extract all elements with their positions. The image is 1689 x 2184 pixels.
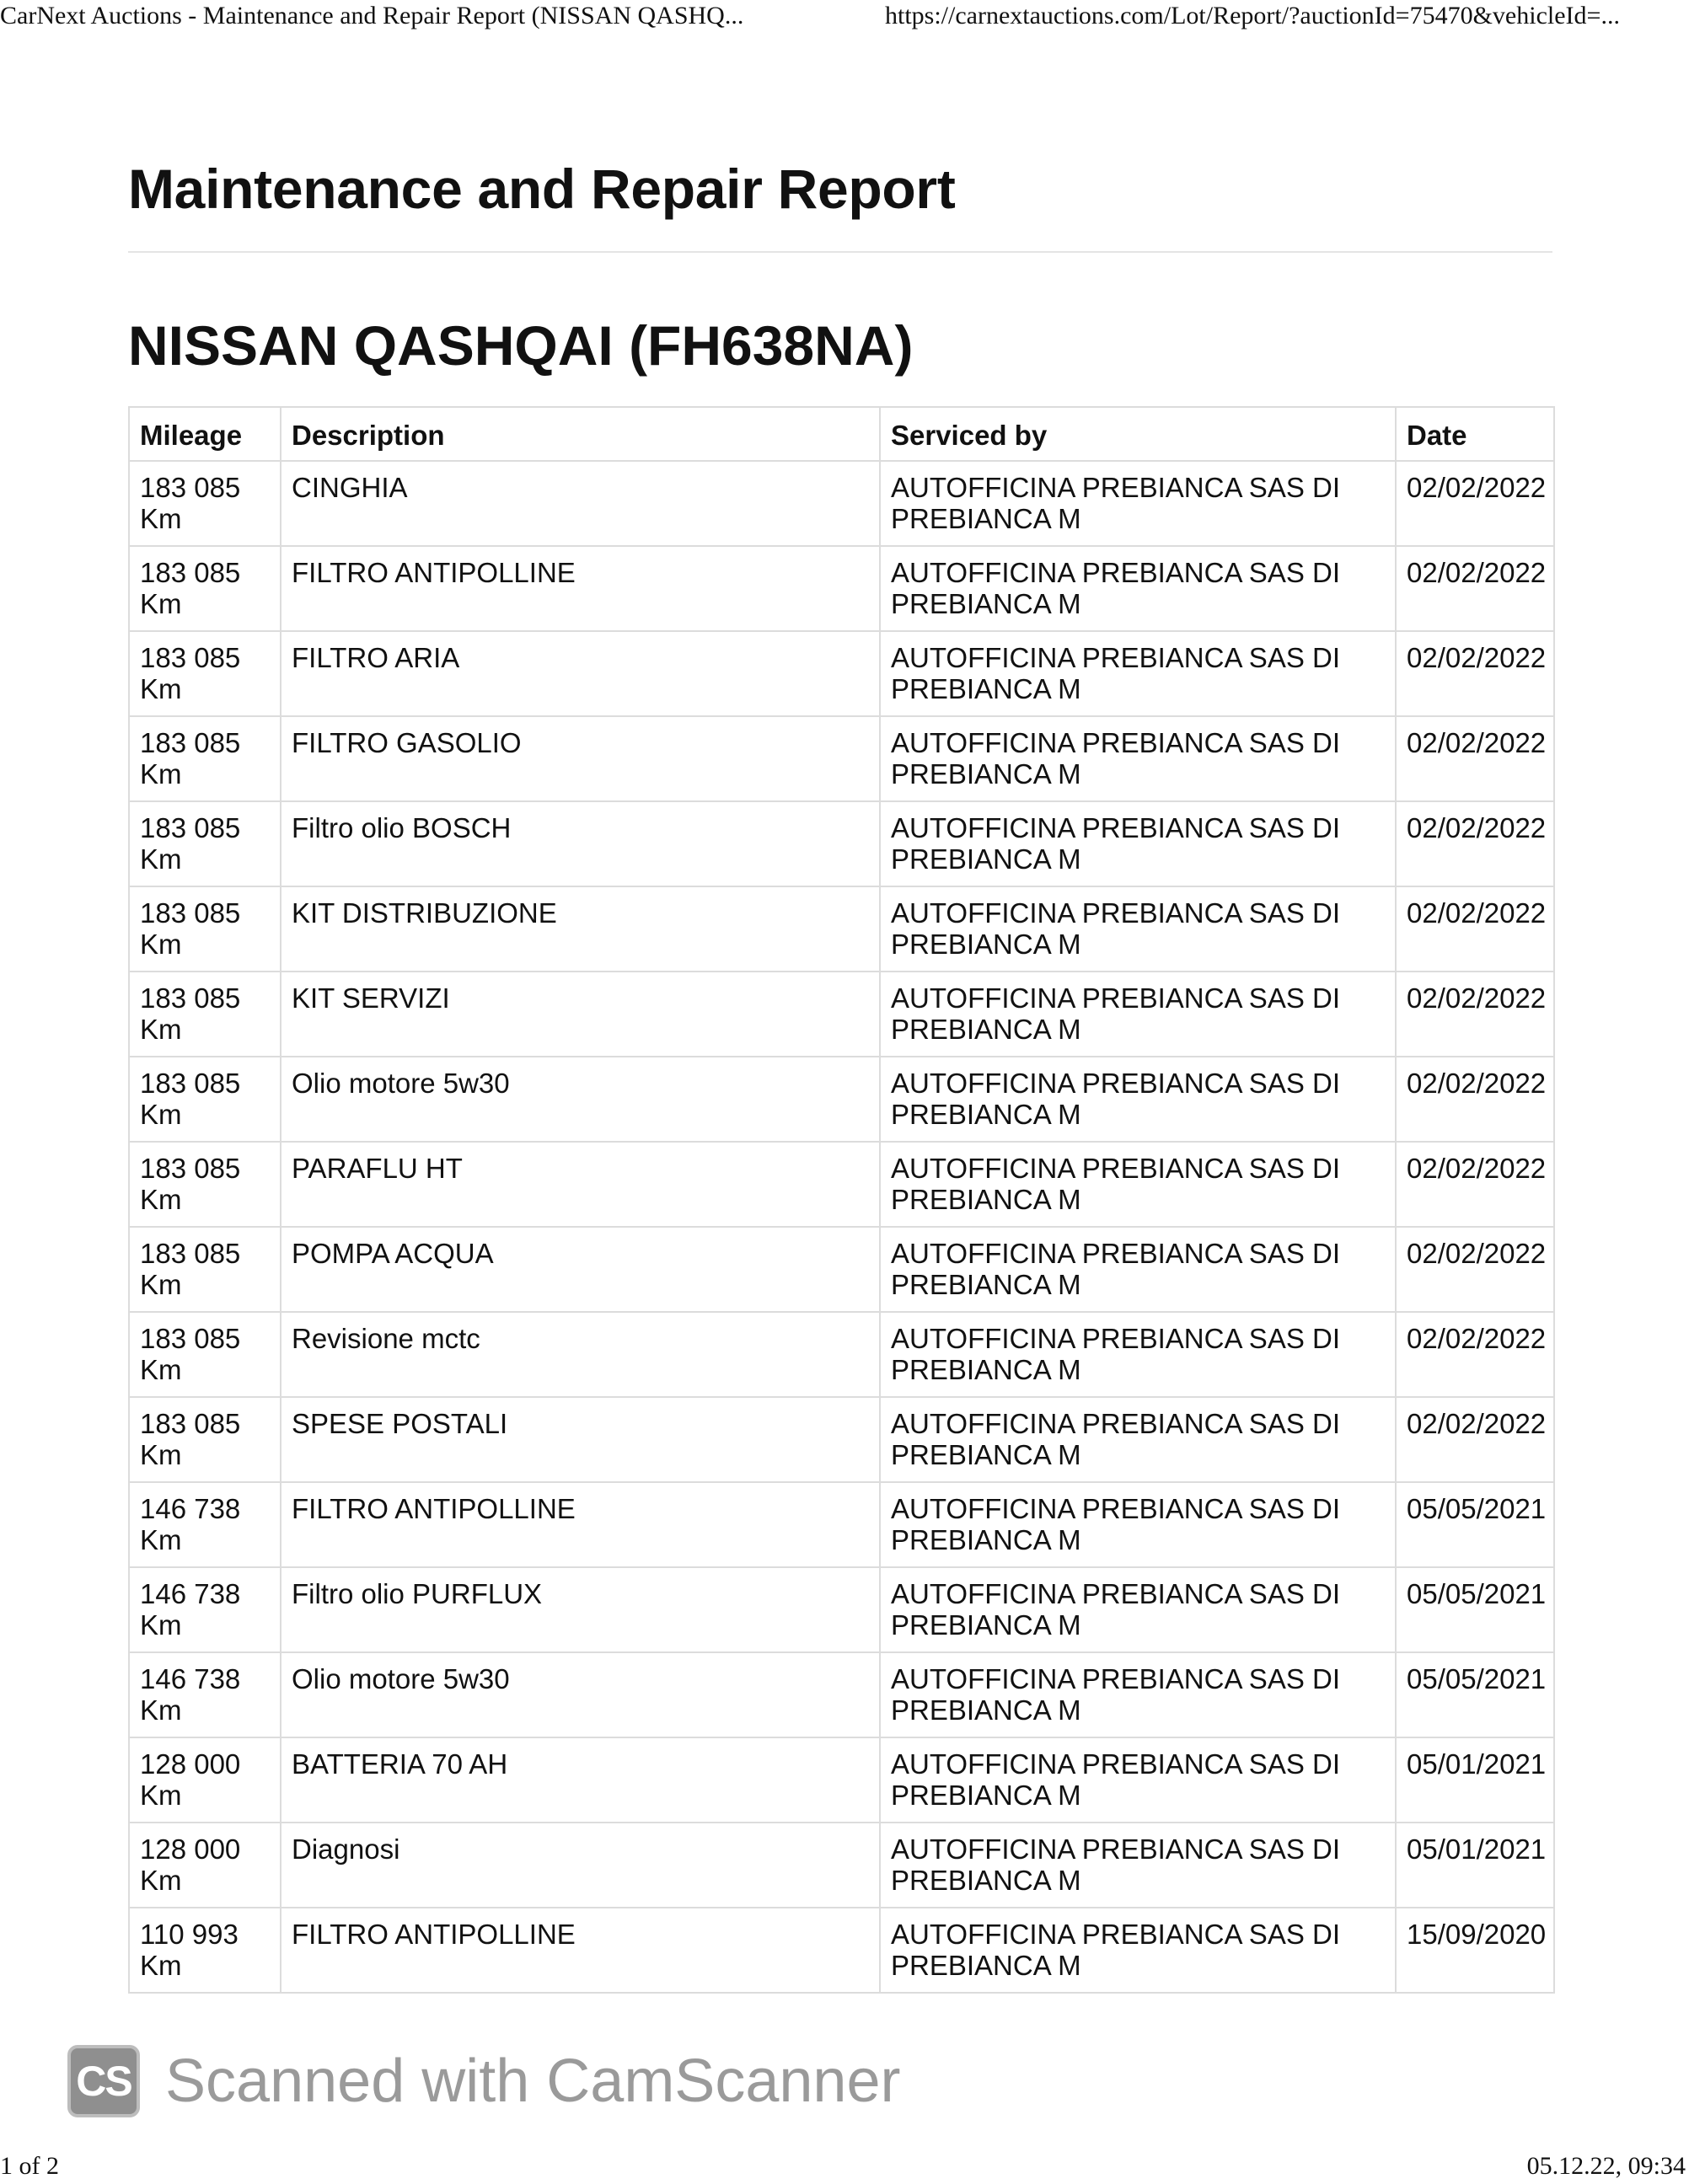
date-cell	[1396, 1652, 1554, 1737]
serviced-by-cell	[880, 801, 1396, 886]
table-row	[129, 1737, 1554, 1823]
camscanner-logo-icon: CS	[67, 2045, 140, 2117]
table-header-row	[129, 407, 1554, 461]
description-cell	[281, 1567, 880, 1652]
mileage-cell	[129, 1227, 281, 1312]
date-text: 02/02/2022	[1407, 1408, 1547, 1439]
date-text: 02/02/2022	[1407, 557, 1547, 588]
mileage-text: Km	[140, 1524, 182, 1555]
mileage-cell	[129, 1057, 281, 1142]
date-text: 02/02/2022	[1407, 1323, 1547, 1354]
date-text: 02/02/2022	[1407, 472, 1547, 503]
date-text: 02/02/2022	[1407, 812, 1547, 843]
mileage-text: 183 085	[140, 1323, 241, 1354]
date-cell	[1396, 716, 1554, 801]
mileage-cell	[129, 1908, 281, 1993]
date-text: 02/02/2022	[1407, 1153, 1547, 1184]
mileage-text: Km	[140, 1354, 182, 1385]
serviced-by-text: AUTOFFICINA PREBIANCA SAS DI	[891, 1578, 1341, 1609]
mileage-cell	[129, 546, 281, 631]
mileage-text: 183 085	[140, 727, 241, 758]
serviced-by-text: AUTOFFICINA PREBIANCA SAS DI	[891, 1068, 1341, 1099]
description-text: PARAFLU HT	[292, 1153, 463, 1184]
date-cell	[1396, 886, 1554, 972]
description-cell	[281, 461, 880, 546]
mileage-text: 128 000	[140, 1748, 241, 1780]
serviced-by-cell	[880, 1482, 1396, 1567]
table-row	[129, 801, 1554, 886]
mileage-text: 183 085	[140, 557, 241, 588]
report-title: Maintenance and Repair Report	[128, 158, 956, 220]
table-row	[129, 886, 1554, 972]
serviced-by-text: AUTOFFICINA PREBIANCA SAS DI	[891, 1663, 1341, 1694]
serviced-by-text: PREBIANCA M	[891, 1099, 1081, 1130]
serviced-by-cell	[880, 1823, 1396, 1908]
mileage-text: Km	[140, 1694, 182, 1726]
mileage-text: Km	[140, 1780, 182, 1811]
table-row	[129, 1397, 1554, 1482]
mileage-text: Km	[140, 1950, 182, 1981]
column-header-description: Description	[281, 407, 880, 461]
serviced-by-text: PREBIANCA M	[891, 1609, 1081, 1641]
mileage-text: Km	[140, 758, 182, 790]
date-cell	[1396, 972, 1554, 1057]
serviced-by-text: PREBIANCA M	[891, 1354, 1081, 1385]
serviced-by-cell	[880, 1567, 1396, 1652]
serviced-by-cell	[880, 1312, 1396, 1397]
mileage-text: 146 738	[140, 1663, 241, 1694]
serviced-by-cell	[880, 886, 1396, 972]
serviced-by-cell	[880, 461, 1396, 546]
serviced-by-cell	[880, 631, 1396, 716]
print-header-title: CarNext Auctions - Maintenance and Repair Report (NISSAN QASHQ...	[0, 2, 744, 29]
description-cell	[281, 1908, 880, 1993]
serviced-by-cell	[880, 1652, 1396, 1737]
mileage-cell	[129, 1737, 281, 1823]
mileage-cell	[129, 1567, 281, 1652]
description-text: Revisione mctc	[292, 1323, 480, 1354]
title-divider	[128, 251, 1552, 253]
date-text: 05/05/2021	[1407, 1493, 1547, 1524]
description-cell	[281, 1142, 880, 1227]
serviced-by-text: AUTOFFICINA PREBIANCA SAS DI	[891, 1748, 1341, 1780]
description-text: FILTRO ANTIPOLLINE	[292, 1493, 576, 1524]
table-row	[129, 631, 1554, 716]
table-row	[129, 1057, 1554, 1142]
table-row	[129, 972, 1554, 1057]
mileage-cell	[129, 461, 281, 546]
date-text: 05/05/2021	[1407, 1663, 1547, 1694]
date-cell	[1396, 1908, 1554, 1993]
table-row	[129, 461, 1554, 546]
mileage-text: 110 993	[140, 1919, 239, 1950]
description-text: FILTRO GASOLIO	[292, 727, 522, 758]
description-text: FILTRO ARIA	[292, 642, 460, 673]
mileage-cell	[129, 631, 281, 716]
date-text: 02/02/2022	[1407, 727, 1547, 758]
date-cell	[1396, 1227, 1554, 1312]
table-row	[129, 716, 1554, 801]
description-text: KIT SERVIZI	[292, 982, 450, 1014]
table-row	[129, 1482, 1554, 1567]
serviced-by-text: PREBIANCA M	[891, 843, 1081, 875]
serviced-by-text: PREBIANCA M	[891, 673, 1081, 704]
print-header	[0, 0, 1689, 40]
serviced-by-text: AUTOFFICINA PREBIANCA SAS DI	[891, 642, 1341, 673]
serviced-by-text: AUTOFFICINA PREBIANCA SAS DI	[891, 1238, 1341, 1269]
serviced-by-text: AUTOFFICINA PREBIANCA SAS DI	[891, 472, 1341, 503]
serviced-by-text: AUTOFFICINA PREBIANCA SAS DI	[891, 812, 1341, 843]
serviced-by-text: PREBIANCA M	[891, 1694, 1081, 1726]
mileage-text: Km	[140, 588, 182, 619]
date-cell	[1396, 1567, 1554, 1652]
description-text: FILTRO ANTIPOLLINE	[292, 557, 576, 588]
date-cell	[1396, 1142, 1554, 1227]
serviced-by-cell	[880, 1142, 1396, 1227]
serviced-by-text: AUTOFFICINA PREBIANCA SAS DI	[891, 727, 1341, 758]
description-cell	[281, 801, 880, 886]
vehicle-title: NISSAN QASHQAI (FH638NA)	[128, 314, 914, 377]
print-header-url: https://carnextauctions.com/Lot/Report/?auctionId=75470&vehicleId=...	[885, 2, 1620, 29]
date-text: 05/05/2021	[1407, 1578, 1547, 1609]
serviced-by-text: PREBIANCA M	[891, 503, 1081, 534]
description-cell	[281, 1057, 880, 1142]
serviced-by-text: AUTOFFICINA PREBIANCA SAS DI	[891, 1323, 1341, 1354]
column-header-mileage: Mileage	[129, 407, 281, 461]
description-cell	[281, 716, 880, 801]
mileage-text: Km	[140, 1099, 182, 1130]
serviced-by-text: PREBIANCA M	[891, 1184, 1081, 1215]
serviced-by-text: AUTOFFICINA PREBIANCA SAS DI	[891, 897, 1341, 929]
table-row	[129, 1823, 1554, 1908]
camscanner-watermark	[67, 2039, 900, 2123]
mileage-text: 128 000	[140, 1833, 241, 1865]
mileage-cell	[129, 1142, 281, 1227]
description-cell	[281, 1227, 880, 1312]
mileage-text: 183 085	[140, 1238, 241, 1269]
serviced-by-text: AUTOFFICINA PREBIANCA SAS DI	[891, 1919, 1341, 1950]
serviced-by-text: PREBIANCA M	[891, 588, 1081, 619]
mileage-text: 146 738	[140, 1578, 241, 1609]
description-cell	[281, 972, 880, 1057]
serviced-by-text: AUTOFFICINA PREBIANCA SAS DI	[891, 1833, 1341, 1865]
serviced-by-text: AUTOFFICINA PREBIANCA SAS DI	[891, 1153, 1341, 1184]
column-header-serviced-by: Serviced by	[880, 407, 1396, 461]
description-text: Filtro olio PURFLUX	[292, 1578, 543, 1609]
date-text: 02/02/2022	[1407, 1068, 1547, 1099]
mileage-cell	[129, 801, 281, 886]
mileage-text: Km	[140, 1865, 182, 1896]
mileage-cell	[129, 1312, 281, 1397]
serviced-by-cell	[880, 716, 1396, 801]
date-text: 02/02/2022	[1407, 897, 1547, 929]
date-cell	[1396, 1312, 1554, 1397]
table-row	[129, 1908, 1554, 1993]
table-row	[129, 1142, 1554, 1227]
date-cell	[1396, 1737, 1554, 1823]
date-text: 02/02/2022	[1407, 982, 1547, 1014]
description-text: Diagnosi	[292, 1833, 400, 1865]
column-header-date: Date	[1396, 407, 1554, 461]
description-text: KIT DISTRIBUZIONE	[292, 897, 557, 929]
mileage-cell	[129, 1652, 281, 1737]
serviced-by-text: PREBIANCA M	[891, 929, 1081, 960]
page-number: 1 of 2	[0, 2152, 59, 2180]
description-text: FILTRO ANTIPOLLINE	[292, 1919, 576, 1950]
maintenance-table	[128, 406, 1555, 1994]
description-cell	[281, 1312, 880, 1397]
table-row	[129, 1312, 1554, 1397]
print-footer	[0, 2145, 1689, 2184]
serviced-by-text: PREBIANCA M	[891, 1014, 1081, 1045]
description-cell	[281, 886, 880, 972]
mileage-text: Km	[140, 843, 182, 875]
mileage-text: 183 085	[140, 1153, 241, 1184]
mileage-text: 183 085	[140, 472, 241, 503]
description-text: BATTERIA 70 AH	[292, 1748, 508, 1780]
description-text: SPESE POSTALI	[292, 1408, 508, 1439]
serviced-by-text: PREBIANCA M	[891, 1269, 1081, 1300]
mileage-text: 183 085	[140, 897, 241, 929]
serviced-by-text: PREBIANCA M	[891, 1950, 1081, 1981]
description-cell	[281, 1652, 880, 1737]
mileage-text: Km	[140, 1184, 182, 1215]
date-text: 02/02/2022	[1407, 642, 1547, 673]
table-row	[129, 1227, 1554, 1312]
mileage-text: 183 085	[140, 812, 241, 843]
mileage-text: 146 738	[140, 1493, 241, 1524]
serviced-by-text: PREBIANCA M	[891, 1780, 1081, 1811]
table-row	[129, 1567, 1554, 1652]
date-cell	[1396, 1057, 1554, 1142]
description-cell	[281, 546, 880, 631]
mileage-cell	[129, 972, 281, 1057]
description-cell	[281, 1737, 880, 1823]
description-text: Olio motore 5w30	[292, 1663, 510, 1694]
date-text: 15/09/2020	[1407, 1919, 1547, 1950]
serviced-by-cell	[880, 1397, 1396, 1482]
description-cell	[281, 1482, 880, 1567]
serviced-by-cell	[880, 972, 1396, 1057]
mileage-text: Km	[140, 1014, 182, 1045]
description-cell	[281, 631, 880, 716]
date-text: 02/02/2022	[1407, 1238, 1547, 1269]
description-cell	[281, 1397, 880, 1482]
mileage-text: Km	[140, 1609, 182, 1641]
mileage-cell	[129, 716, 281, 801]
mileage-text: Km	[140, 503, 182, 534]
mileage-text: 183 085	[140, 642, 241, 673]
serviced-by-cell	[880, 1737, 1396, 1823]
serviced-by-cell	[880, 1227, 1396, 1312]
mileage-cell	[129, 1823, 281, 1908]
table-row	[129, 546, 1554, 631]
table-body	[129, 461, 1554, 1993]
date-cell	[1396, 631, 1554, 716]
description-text: Olio motore 5w30	[292, 1068, 510, 1099]
serviced-by-text: AUTOFFICINA PREBIANCA SAS DI	[891, 557, 1341, 588]
mileage-text: Km	[140, 1439, 182, 1470]
date-cell	[1396, 1482, 1554, 1567]
serviced-by-cell	[880, 1908, 1396, 1993]
mileage-cell	[129, 1482, 281, 1567]
mileage-text: Km	[140, 929, 182, 960]
date-cell	[1396, 801, 1554, 886]
serviced-by-text: AUTOFFICINA PREBIANCA SAS DI	[891, 1493, 1341, 1524]
serviced-by-text: AUTOFFICINA PREBIANCA SAS DI	[891, 1408, 1341, 1439]
mileage-cell	[129, 1397, 281, 1482]
serviced-by-text: PREBIANCA M	[891, 1439, 1081, 1470]
serviced-by-text: PREBIANCA M	[891, 758, 1081, 790]
description-cell	[281, 1823, 880, 1908]
table-row	[129, 1652, 1554, 1737]
mileage-text: Km	[140, 673, 182, 704]
watermark-text: Scanned with CamScanner	[165, 2048, 901, 2115]
print-datetime: 05.12.22, 09:34	[1526, 2152, 1686, 2180]
mileage-cell	[129, 886, 281, 972]
serviced-by-cell	[880, 546, 1396, 631]
date-cell	[1396, 461, 1554, 546]
mileage-text: Km	[140, 1269, 182, 1300]
serviced-by-text: AUTOFFICINA PREBIANCA SAS DI	[891, 982, 1341, 1014]
date-cell	[1396, 546, 1554, 631]
date-cell	[1396, 1823, 1554, 1908]
serviced-by-text: PREBIANCA M	[891, 1524, 1081, 1555]
description-text: Filtro olio BOSCH	[292, 812, 512, 843]
serviced-by-cell	[880, 1057, 1396, 1142]
date-text: 05/01/2021	[1407, 1833, 1547, 1865]
description-text: POMPA ACQUA	[292, 1238, 494, 1269]
serviced-by-text: PREBIANCA M	[891, 1865, 1081, 1896]
mileage-text: 183 085	[140, 1408, 241, 1439]
date-text: 05/01/2021	[1407, 1748, 1547, 1780]
mileage-text: 183 085	[140, 982, 241, 1014]
mileage-text: 183 085	[140, 1068, 241, 1099]
description-text: CINGHIA	[292, 472, 408, 503]
date-cell	[1396, 1397, 1554, 1482]
